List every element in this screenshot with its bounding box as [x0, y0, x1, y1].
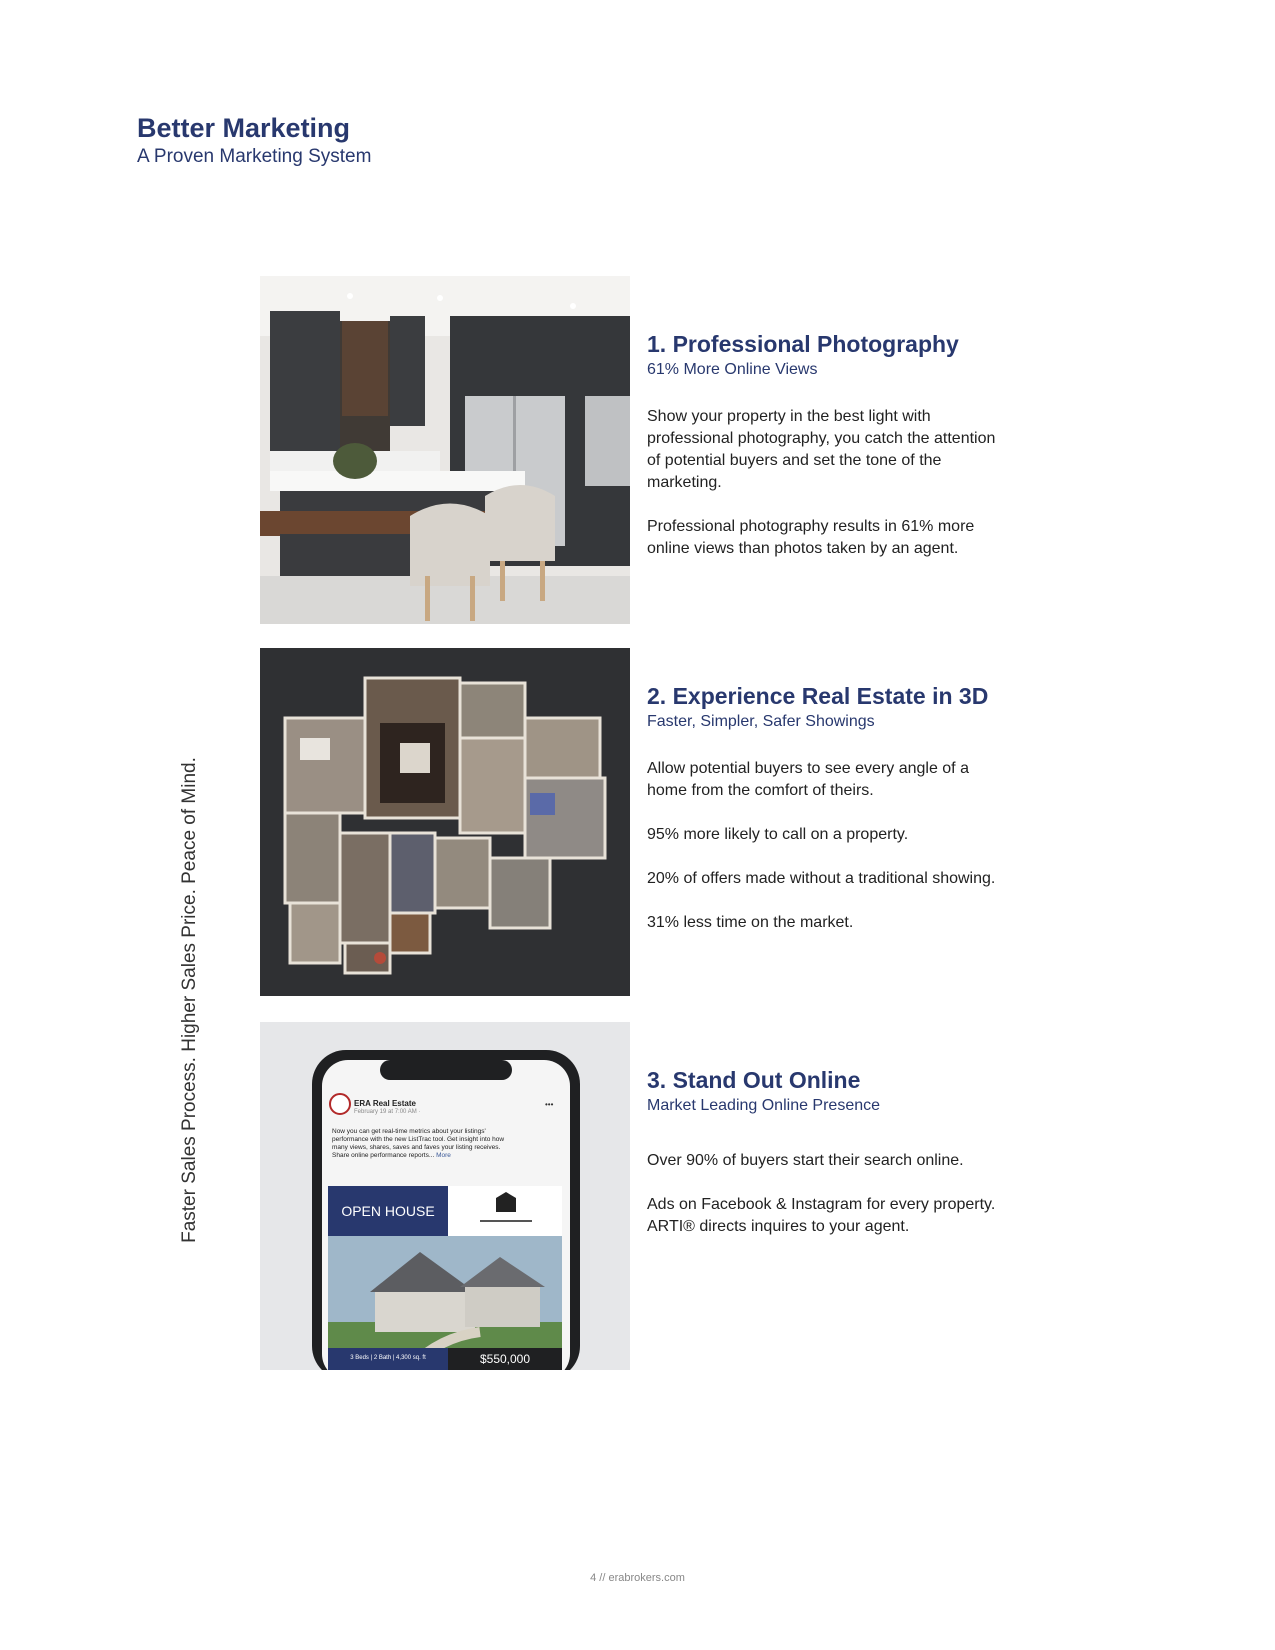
- fb-post: [354, 1100, 572, 1116]
- section-paragraph: 31% less time on the market.: [647, 914, 854, 931]
- post-text-line: Now you can get real-time metrics about your listings': [332, 1128, 486, 1135]
- page-footer: 4 // erabrokers.com: [590, 1572, 685, 1584]
- listing-price: $550,000: [479, 1352, 531, 1366]
- section-3d: [647, 682, 1007, 934]
- section-subtitle: Market Leading Online Presence: [647, 1097, 881, 1114]
- vertical-tagline: Faster Sales Process. Higher Sales Price. Peace of Mind.: [179, 757, 200, 1243]
- section-paragraph: Allow potential buyers to see every angle of a home from the comfort of theirs.: [647, 760, 969, 799]
- page-title: Better Marketing: [137, 113, 351, 143]
- post-text: [332, 1128, 560, 1160]
- section-paragraph: Show your property in the best light with professional photography, you catch the attention of potential buyers and set the tone of the marketing.: [647, 408, 996, 491]
- section-paragraph: Ads on Facebook & Instagram for every property. ARTI® directs inquires to your agent.: [647, 1196, 996, 1235]
- section-paragraph: Over 90% of buyers start their search online.: [647, 1152, 964, 1169]
- page-subtitle: A Proven Marketing System: [137, 146, 372, 167]
- section-subtitle: Faster, Simpler, Safer Showings: [647, 713, 875, 730]
- section-title: 1. Professional Photography: [647, 331, 959, 357]
- listing-details: 3 Beds | 2 Bath | 4,300 sq. ft: [350, 1355, 426, 1361]
- post-timestamp: February 19 at 7:00 AM ·: [354, 1109, 421, 1115]
- section-subtitle: 61% More Online Views: [647, 361, 818, 378]
- section-paragraph: 95% more likely to call on a property.: [647, 826, 909, 843]
- kitchen-photo: [260, 276, 630, 624]
- post-text-line: performance with the new ListTrac tool. Get insight into how: [332, 1136, 505, 1143]
- section-photography: [647, 330, 1007, 560]
- section-title: 3. Stand Out Online: [647, 1067, 861, 1093]
- section-paragraph: Professional photography results in 61% more online views than photos taken by an agent.: [647, 518, 975, 557]
- floorplan-3d-image: [260, 648, 630, 996]
- post-text-line: many views, shares, saves and faves your listing receives.: [332, 1144, 501, 1151]
- section-paragraph: 20% of offers made without a traditional showing.: [647, 870, 996, 887]
- post-text-line: Share online performance reports...: [332, 1152, 435, 1159]
- post-more-link[interactable]: More: [436, 1152, 451, 1159]
- open-house-banner: OPEN HOUSE: [341, 1203, 435, 1219]
- section-online: [647, 1066, 1007, 1238]
- section-title: 2. Experience Real Estate in 3D: [647, 683, 989, 709]
- post-menu-icon[interactable]: •••: [545, 1100, 554, 1109]
- post-account: ERA Real Estate: [354, 1099, 416, 1108]
- phone-ad-image: [260, 1022, 630, 1370]
